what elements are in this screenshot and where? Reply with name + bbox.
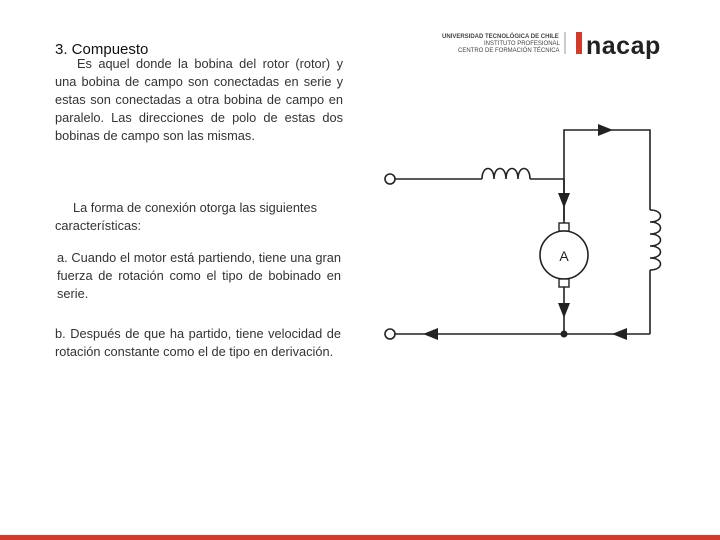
inacap-logo <box>440 28 685 64</box>
shunt-field-coil <box>650 210 661 270</box>
down-arrow-top-icon <box>558 193 570 208</box>
logo-brand-mark-box <box>576 32 582 54</box>
left-arrow-bottom-1-icon <box>423 328 438 340</box>
brush-bottom <box>559 279 569 287</box>
list-item-a: a. Cuando el motor está partiendo, tiene una gran fuerza de rotación como el tipo de bobinado en serie. <box>57 250 341 301</box>
logo-line-3: CENTRO DE FORMACIÓN TÉCNICA <box>458 48 560 54</box>
terminal-top-left <box>385 174 395 184</box>
logo-line-2: INSTITUTO PROFESIONAL <box>484 41 560 47</box>
brush-top <box>559 223 569 231</box>
paragraph-definition: Es aquel donde la bobina del rotor (rotor) y una bobina de campo son conectadas en serie y estas son conectadas a otra bobina de campo en paralelo. Las direcciones de polo de estas dos bobinas de campo son las mismas. <box>55 56 343 143</box>
armature-label: A <box>559 248 569 264</box>
compound-motor-circuit-diagram <box>378 115 678 355</box>
series-field-coil <box>482 169 530 180</box>
top-wire <box>564 130 650 220</box>
paragraph-characteristics: La forma de conexión otorga las siguientes características: <box>55 200 318 233</box>
left-arrow-bottom-2-icon <box>612 328 627 340</box>
logo-brand-text: nacap <box>586 32 661 60</box>
terminal-bottom-left <box>385 329 395 339</box>
slide-title: 3. Compuesto <box>55 41 149 58</box>
list-item-b: b. Después de que ha partido, tiene velocidad de rotación constante como el de tipo en derivación. <box>55 326 341 359</box>
junction-dot <box>561 331 568 338</box>
footer-accent-bar <box>0 535 720 540</box>
down-arrow-bottom-icon <box>558 303 570 318</box>
top-arrow-icon <box>598 124 613 136</box>
logo-line-1: UNIVERSIDAD TECNOLÓGICA DE CHILE <box>442 34 559 40</box>
